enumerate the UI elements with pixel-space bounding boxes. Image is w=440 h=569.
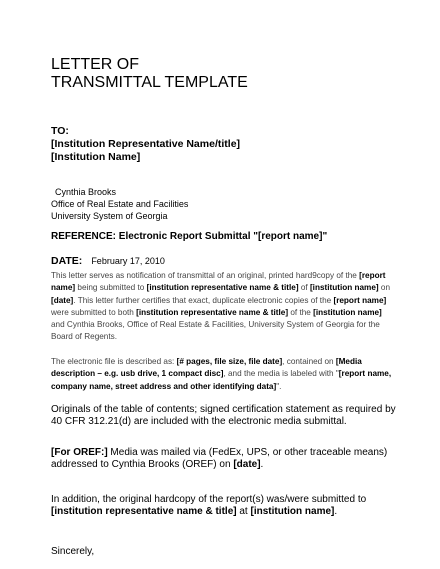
text-run: This letter serves as notification of transmittal of an original, printed hard9copy of the xyxy=(51,271,360,280)
placeholder-institution: [institution name] xyxy=(309,283,379,293)
originals-paragraph: Originals of the table of contents; signed certification statement as required by 40 CFR 312.21(d) are included with the electronic media submittal. xyxy=(51,404,396,427)
text-run: ". xyxy=(276,381,282,391)
text-run: . This letter further certifies that exact, duplicate electronic copies of the xyxy=(73,295,334,305)
sender-office: Office of Real Estate and Facilities xyxy=(51,199,189,209)
document-title xyxy=(51,56,248,92)
placeholder-oref: [For OREF:] xyxy=(51,447,108,458)
placeholder-date: [date] xyxy=(51,295,74,305)
date-value: February 17, 2010 xyxy=(91,256,165,266)
reference-line: REFERENCE: Electronic Report Submittal "[report name]" xyxy=(51,231,328,242)
electronic-file-paragraph xyxy=(51,356,396,393)
placeholder-representative: [institution representative name & title] xyxy=(146,283,299,293)
date-label: DATE: xyxy=(51,255,83,267)
closing: Sincerely, xyxy=(51,546,95,557)
placeholder-media-label: [report name, company name, street address and other identifying data] xyxy=(51,369,392,391)
title-line-1: LETTER OF xyxy=(51,56,140,73)
placeholder-report-name: [report name] xyxy=(333,295,387,305)
text-run: were submitted to both xyxy=(51,307,137,317)
sender-name: Cynthia Brooks xyxy=(55,187,117,197)
placeholder-institution: [institution name] xyxy=(313,307,382,317)
text-run: of xyxy=(298,283,310,293)
text-run: The electronic file is described as: xyxy=(51,357,177,366)
recipient-institution: [Institution Name] xyxy=(51,151,141,163)
text-run: . xyxy=(260,458,264,470)
recipient-name: [Institution Representative Name/title] xyxy=(51,138,241,150)
placeholder-date: [date] xyxy=(233,458,261,470)
text-run: at xyxy=(236,505,251,517)
oref-paragraph xyxy=(51,447,401,470)
hardcopy-paragraph xyxy=(51,494,401,517)
placeholder-representative: [institution representative name & title] xyxy=(51,505,237,517)
text-run: on xyxy=(378,283,391,293)
text-run: , contained on xyxy=(282,357,336,366)
text-run: being submitted to xyxy=(75,283,147,293)
placeholder-media-description: [Media description – e.g. usb drive, 1 compact disc] xyxy=(51,357,362,379)
text-run: , and the media is labeled with " xyxy=(223,369,339,379)
recipient-block xyxy=(51,125,240,164)
title-line-2: TRANSMITTAL TEMPLATE xyxy=(51,74,248,91)
placeholder-institution: [institution name] xyxy=(250,505,335,517)
sender-block xyxy=(51,186,188,222)
notification-paragraph xyxy=(51,270,396,344)
placeholder-report-name: [report name] xyxy=(51,271,386,293)
text-run: Media was mailed via (FedEx, UPS, or other traceable means) addressed to Cynthia Brooks (OREF) on xyxy=(51,447,388,470)
date-line xyxy=(51,251,165,269)
to-label: TO: xyxy=(51,125,69,137)
text-run: and Cynthia Brooks, Office of Real Estate & Facilities, University System of Georgia for the Board of Regents. xyxy=(51,320,380,342)
sender-organization: University System of Georgia xyxy=(51,211,168,221)
placeholder-representative: [institution representative name & title] xyxy=(136,307,289,317)
placeholder-file-details: [# pages, file size, file date] xyxy=(176,357,283,366)
text-run: of the xyxy=(288,307,314,317)
text-run: In addition, the original hardcopy of the report(s) was/were submitted to xyxy=(51,494,367,505)
text-run: . xyxy=(334,505,338,517)
